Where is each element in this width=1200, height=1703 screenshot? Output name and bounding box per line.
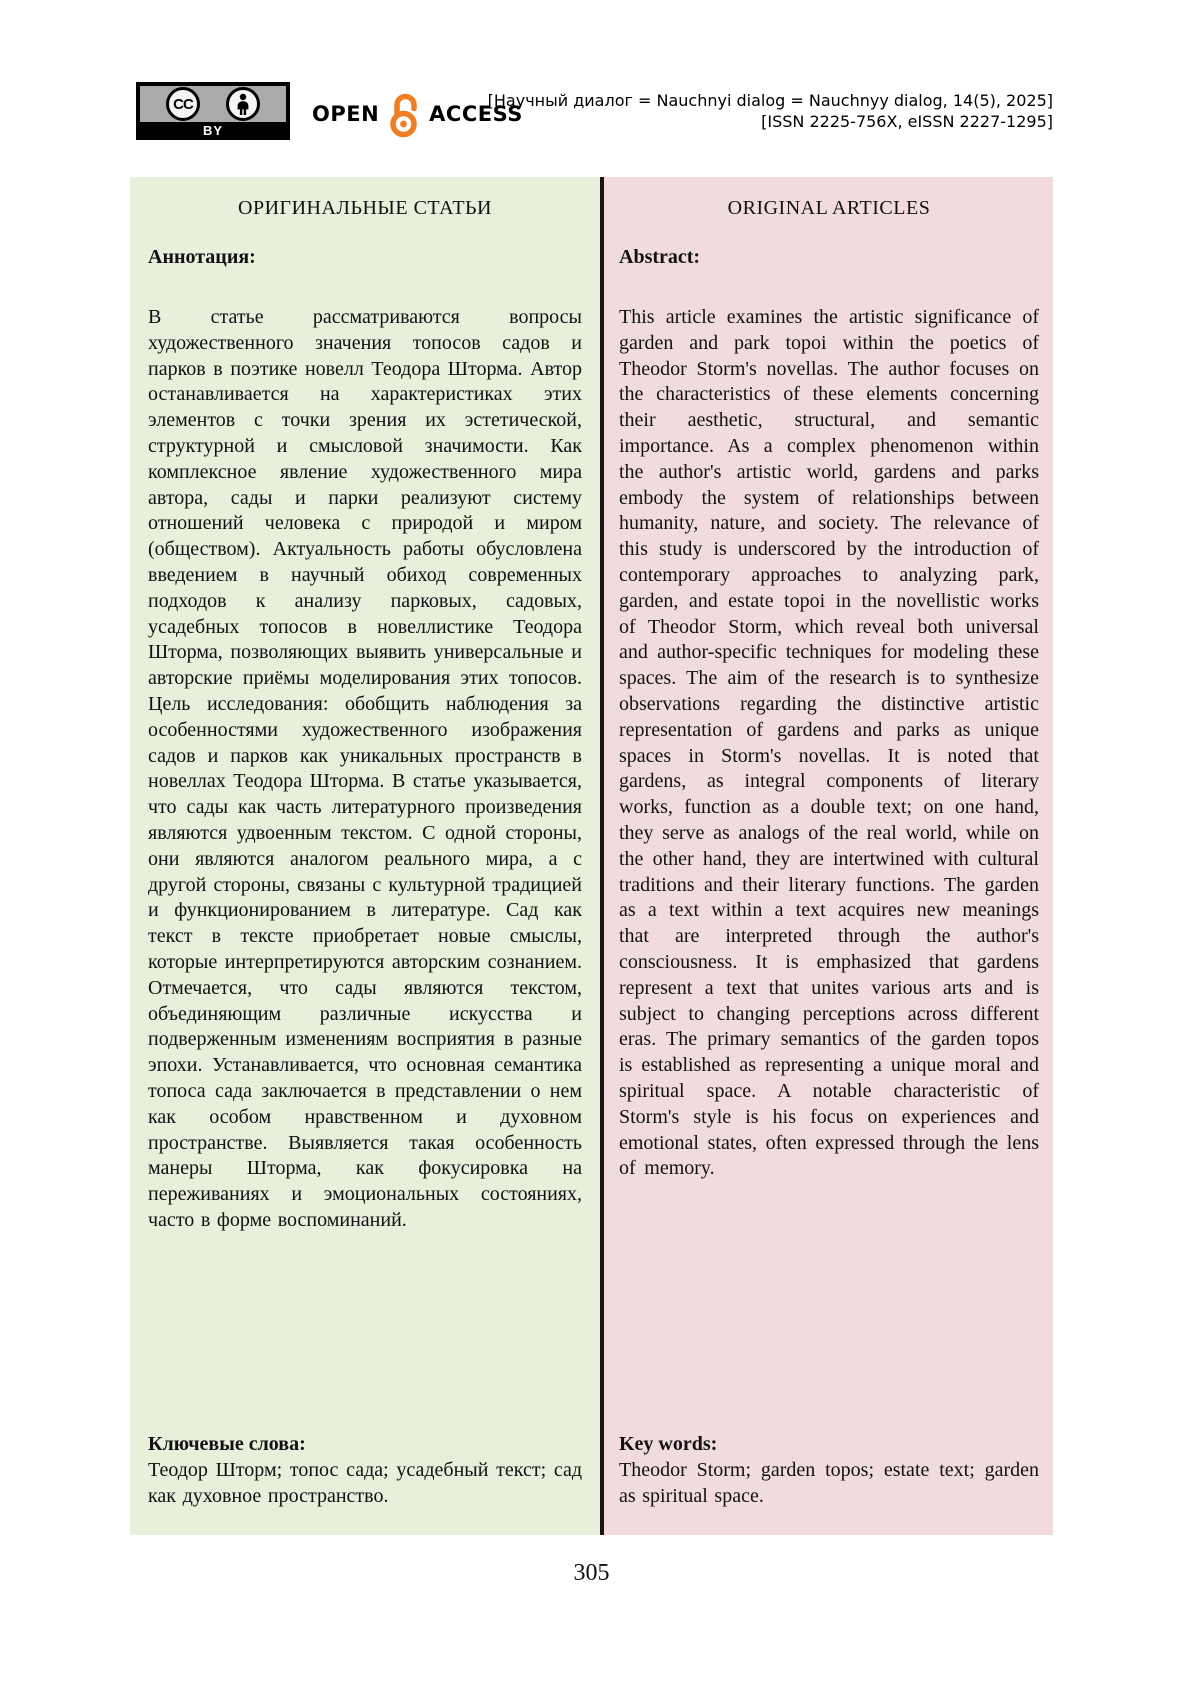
cc-by-license-badge bbox=[136, 82, 290, 140]
keywords-block-english bbox=[619, 1431, 1039, 1509]
keywords-label-russian: Ключевые слова: bbox=[148, 1433, 306, 1455]
cc-icon: CC bbox=[166, 87, 200, 121]
open-access-open-label: OPEN bbox=[312, 102, 380, 126]
open-access-access-label: ACCESS bbox=[429, 102, 523, 126]
cc-by-label: BY bbox=[140, 122, 286, 140]
abstract-text-russian: В статье рассматриваются вопросы художественного значения топосов садов и парков в поэтике новелл Теодора Шторма. Автор останавливается на характеристиках этих элементов с точки зрения их эстетической, структурной и смысловой значимости. Как комплексное явление художественного мира автора, сады и парки реализуют систему отношений человека с природой и миром (обществом). Актуальность работы обусловлена введением в научный обиход современных подходов к анализу парковых, садовых, усадебных топосов в новеллистике Теодора Шторма, позволяющих выявить универсальные и авторские приёмы моделирования этих топосов. Цель исследования: обобщить наблюдения за особенностями художественного изображения садов и парков как уникальных пространств в новеллах Теодора Шторма. В статье указывается, что сады как часть литературного произведения являются удвоенным текстом. С одной стороны, они являются аналогом реального мира, а с другой стороны, связаны с культурной традицией и функционированием в литературе. Сад как текст в тексте приобретает новые смыслы, которые интерпретируются авторским сознанием. Отмечается, что сады являются текстом, объединяющим различные искусства и подверженным изменениям восприятия в разные эпохи. Устанавливается, что основная семантика топоса сада заключается в представлении о нем как особом нравственном и духовном пространстве. Выявляется такая особенность манеры Шторма, как фокусировка на переживаниях и эмоциональных состояниях, часто в форме воспоминаний. bbox=[148, 306, 582, 1231]
english-column bbox=[604, 177, 1053, 1535]
keywords-label-english: Key words: bbox=[619, 1433, 718, 1455]
person-icon bbox=[226, 87, 260, 121]
keywords-text-english: Theodor Storm; garden topos; estate text; garden as spiritual space. bbox=[619, 1459, 1039, 1507]
russian-column bbox=[130, 177, 600, 1535]
keywords-block-russian bbox=[148, 1431, 582, 1509]
open-lock-icon bbox=[386, 90, 422, 138]
section-title-russian: ОРИГИНАЛЬНЫЕ СТАТЬИ bbox=[238, 197, 492, 219]
abstract-text-english: This article examines the artistic significance of garden and park topoi within the poetics of Theodor Storm's novellas. The author focuses on the characteristics of these elements concerning their aesthetic, structural, and semantic importance. As a complex phenomenon within the author's artistic world, gardens and parks embody the system of relationships between humanity, nature, and society. The relevance of this study is underscored by the introduction of contemporary approaches to analyzing park, garden, and estate topoi in the novellistic works of Theodor Storm, which reveal both universal and author-specific techniques for modeling these spaces. The aim of the research is to synthesize observations regarding the distinctive artistic representation of gardens and parks as unique spaces in Storm's novellas. It is noted that gardens, as integral components of literary works, function as a double text; on one hand, they serve as analogs of the real world, while on the other hand, they are intertwined with cultural traditions and their literary functions. The garden as a text within a text acquires new meanings that are interpreted through the author's consciousness. It is emphasized that gardens represent a text that unites various arts and is subject to changing perceptions across different eras. The primary semantics of the garden topos is established as representing a unique moral and spiritual space. A notable characteristic of Storm's style is his focus on experiences and emotional states, often expressed through the lens of memory. bbox=[619, 306, 1039, 1180]
cc-badge-icons bbox=[140, 86, 286, 122]
journal-issn-line: [ISSN 2225-756X, eISSN 2227-1295] bbox=[761, 112, 1053, 131]
abstract-label-english: Abstract: bbox=[619, 246, 701, 268]
journal-citation bbox=[488, 90, 1053, 132]
abstract-label-russian: Аннотация: bbox=[148, 246, 256, 268]
page-number: 305 bbox=[573, 1560, 610, 1586]
keywords-text-russian: Теодор Шторм; топос сада; усадебный текст; сад как духовное пространство. bbox=[148, 1459, 582, 1507]
section-title-english: ORIGINAL ARTICLES bbox=[727, 197, 931, 219]
journal-citation-line: [Научный диалог = Nauchnyi dialog = Nauchnyy dialog, 14(5), 2025] bbox=[487, 91, 1053, 110]
abstract-columns bbox=[130, 177, 1053, 1535]
